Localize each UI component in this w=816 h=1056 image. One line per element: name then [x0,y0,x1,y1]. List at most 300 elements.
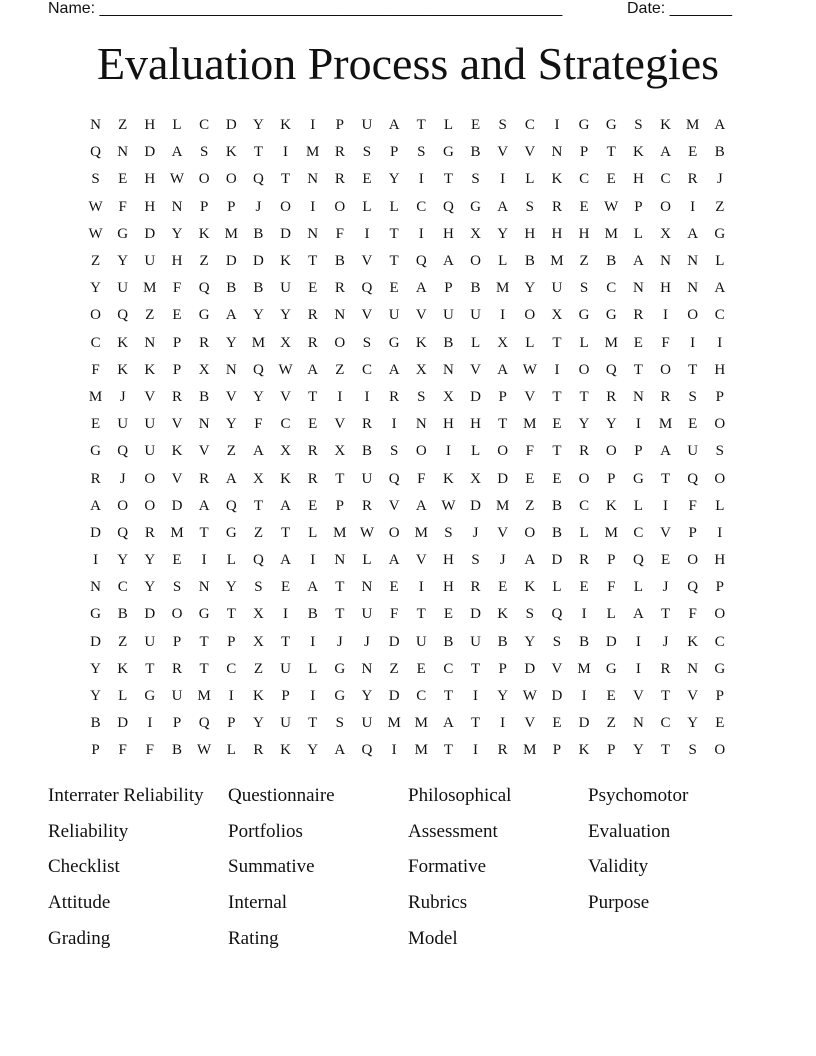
grid-letter: L [308,660,318,677]
grid-letter: I [310,552,316,569]
grid-letter: H [442,416,454,433]
grid-letter: P [579,144,589,161]
grid-letter: A [307,579,319,596]
grid-letter: N [171,198,183,215]
word-list-item: Evaluation [588,820,671,842]
grid-letter: Q [90,144,101,161]
grid-letter: A [198,497,210,514]
grid-letter: R [361,416,372,433]
grid-letter: C [524,117,535,134]
grid-letter: S [417,144,426,161]
grid-letter: I [391,416,397,433]
grid-letter: U [171,688,183,705]
grid-letter: N [687,253,699,270]
grid-letter: S [172,579,182,596]
grid-letter: P [199,198,209,215]
grid-letter: D [225,253,237,270]
grid-letter: T [416,606,426,623]
grid-letter: B [524,253,535,270]
grid-letter: M [523,742,537,759]
grid-letter: A [225,307,237,324]
grid-row [82,737,734,764]
grid-letter: E [389,579,399,596]
grid-letter: I [228,688,234,705]
grid-letter: A [497,361,509,378]
grid-letter: L [552,579,562,596]
grid-letter: O [388,524,400,541]
grid-letter: M [170,524,184,541]
grid-letter: T [389,253,399,270]
grid-letter: E [470,117,481,134]
grid-letter: F [172,280,182,297]
grid-letter: N [632,715,644,732]
grid-letter: B [253,280,264,297]
grid-letter: C [226,660,237,677]
grid-letter: R [660,660,671,677]
grid-letter: Y [578,416,590,433]
grid-letter: H [144,117,156,134]
grid-letter: Z [389,660,399,677]
grid-letter: M [414,524,428,541]
grid-letter: T [660,742,671,759]
grid-letter: L [226,742,236,759]
grid-letter: N [361,660,373,677]
grid-letter: E [688,144,698,161]
grid-letter: O [144,497,156,514]
grid-letter: I [418,579,424,596]
grid-letter: O [334,198,346,215]
grid-letter: G [470,198,481,215]
grid-letter: O [687,552,699,569]
grid-letter: I [473,688,479,705]
grid-letter: T [335,606,345,623]
grid-letter: M [658,416,673,433]
grid-letter: B [551,524,562,541]
word-list-item: Formative [408,856,487,878]
grid-letter: Y [388,171,400,188]
grid-letter: Z [335,361,345,378]
grid-letter: I [635,660,641,677]
grid-letter: U [280,660,291,677]
grid-letter: V [198,443,210,460]
grid-letter: H [442,579,454,596]
grid-letter: T [660,470,671,487]
grid-letter: E [308,497,318,514]
grid-letter: T [199,524,209,541]
grid-letter: I [283,606,289,623]
grid-letter: C [660,171,671,188]
grid-letter: I [337,388,343,405]
grid-letter: E [660,552,671,569]
grid-letter: N [632,388,644,405]
grid-row [82,166,734,193]
grid-letter: V [632,688,644,705]
grid-letter: P [172,715,182,732]
grid-row [82,683,734,710]
grid-letter: G [90,606,101,623]
grid-letter: P [281,688,290,705]
grid-row [82,574,734,601]
grid-letter: X [551,307,563,324]
grid-letter: G [334,660,346,677]
grid-letter: I [283,144,289,161]
grid-letter: Q [388,470,400,487]
grid-letter: S [525,606,534,623]
grid-letter: T [552,388,562,405]
grid-letter: P [715,579,724,596]
grid-letter: V [361,307,373,324]
grid-letter: H [171,253,183,270]
grid-letter: L [633,579,643,596]
grid-letter: F [118,198,127,215]
grid-letter: C [416,688,427,705]
grid-letter: J [716,171,723,188]
grid-row [82,710,734,737]
grid-letter: C [199,117,210,134]
grid-letter: K [117,361,129,378]
grid-letter: M [523,416,537,433]
grid-letter: Y [252,388,264,405]
grid-letter: M [496,497,510,514]
grid-letter: H [144,198,156,215]
grid-letter: V [334,416,346,433]
grid-letter: X [280,334,291,351]
grid-letter: V [144,388,156,405]
grid-letter: E [90,416,101,433]
grid-letter: T [253,144,263,161]
grid-letter: N [687,660,699,677]
grid-letter: W [604,198,619,215]
grid-letter: Z [253,524,263,541]
grid-letter: L [362,552,372,569]
grid-letter: P [634,443,643,460]
grid-letter: R [687,171,698,188]
grid-row [82,139,734,166]
grid-letter: N [198,416,210,433]
grid-letter: C [361,361,372,378]
grid-letter: L [633,225,643,242]
grid-letter: D [117,715,129,732]
grid-letter: L [389,198,399,215]
grid-letter: G [117,225,129,242]
grid-letter: T [335,579,345,596]
grid-letter: M [306,144,320,161]
grid-letter: N [144,334,156,351]
grid-letter: D [551,552,563,569]
grid-letter: R [307,470,318,487]
grid-letter: S [552,633,562,650]
grid-letter: I [663,497,669,514]
grid-letter: I [581,606,587,623]
grid-letter: K [225,144,237,161]
grid-letter: X [252,633,264,650]
grid-letter: N [90,117,101,134]
grid-row [82,629,734,656]
grid-letter: W [441,497,456,514]
grid-letter: R [334,144,345,161]
grid-letter: E [552,416,562,433]
grid-letter: Q [117,443,129,460]
grid-letter: S [254,579,263,596]
grid-letter: A [90,497,101,514]
grid-letter: K [144,361,156,378]
grid-letter: A [171,144,183,161]
grid-letter: R [579,443,590,460]
grid-letter: Q [252,171,264,188]
grid-letter: Q [605,361,617,378]
grid-letter: D [388,633,400,650]
grid-row [82,194,734,221]
grid-letter: I [581,688,587,705]
grid-letter: A [280,552,291,569]
grid-letter: S [471,552,480,569]
grid-letter: O [578,361,590,378]
grid-letter: V [524,144,536,161]
grid-letter: Y [687,715,699,732]
grid-letter: I [418,225,424,242]
grid-letter: Q [252,361,264,378]
grid-letter: Y [117,552,129,569]
grid-letter: X [280,443,291,460]
grid-letter: Q [117,524,129,541]
grid-letter: D [551,688,563,705]
grid-letter: A [388,117,400,134]
grid-letter: K [280,253,291,270]
grid-letter: X [442,388,454,405]
grid-letter: Y [171,225,183,242]
grid-letter: A [388,361,400,378]
grid-letter: Y [361,688,373,705]
grid-letter: N [361,579,373,596]
grid-letter: T [688,361,698,378]
grid-letter: Y [524,633,536,650]
grid-letter: Y [90,660,101,677]
grid-letter: L [172,117,182,134]
grid-letter: K [280,470,291,487]
grid-letter: U [117,280,129,297]
grid-letter: B [470,144,481,161]
grid-letter: R [606,388,617,405]
grid-letter: Q [117,307,129,324]
grid-letter: B [443,334,454,351]
grid-letter: R [199,334,210,351]
grid-letter: D [144,225,156,242]
grid-letter: B [334,253,345,270]
grid-letter: F [607,579,616,596]
grid-letter: Z [253,660,263,677]
grid-letter: V [415,552,427,569]
grid-letter: M [577,660,591,677]
grid-letter: Q [442,198,454,215]
grid-letter: P [444,280,453,297]
grid-letter: O [524,307,536,324]
grid-letter: Z [118,117,128,134]
grid-letter: O [714,416,726,433]
grid-letter: G [198,307,210,324]
grid-letter: G [578,117,590,134]
grid-letter: J [364,633,370,650]
grid-letter: J [499,552,506,569]
grid-letter: Q [687,579,699,596]
grid-letter: M [387,715,401,732]
grid-letter: S [715,443,724,460]
grid-letter: K [117,660,129,677]
grid-letter: K [280,117,291,134]
grid-letter: G [90,443,101,460]
grid-letter: B [226,280,237,297]
grid-letter: B [253,225,264,242]
grid-letter: H [714,552,726,569]
grid-letter: I [310,688,316,705]
grid-letter: D [605,633,617,650]
grid-letter: G [605,307,617,324]
grid-letter: N [90,579,101,596]
grid-letter: I [554,361,560,378]
grid-letter: L [606,606,616,623]
grid-letter: Q [687,470,699,487]
grid-letter: W [522,361,537,378]
grid-letter: B [171,742,182,759]
grid-letter: G [388,334,400,351]
grid-letter: I [93,552,99,569]
grid-letter: U [687,443,699,460]
grid-letter: P [498,388,507,405]
grid-letter: N [307,225,319,242]
grid-letter: D [470,497,481,514]
grid-letter: A [660,144,671,161]
grid-row [82,438,734,465]
grid-letter: K [578,742,590,759]
grid-letter: C [280,416,291,433]
worksheet-header [48,0,748,22]
grid-letter: T [660,606,671,623]
grid-letter: B [90,715,101,732]
grid-letter: I [147,715,153,732]
grid-letter: N [551,144,563,161]
grid-letter: D [578,715,590,732]
grid-letter: O [280,198,291,215]
grid-letter: Y [497,688,509,705]
grid-letter: E [552,470,562,487]
grid-letter: E [606,688,616,705]
grid-letter: U [361,470,373,487]
grid-letter: K [551,171,563,188]
grid-letter: T [280,171,291,188]
grid-letter: T [280,633,291,650]
grid-letter: M [604,225,618,242]
grid-letter: O [714,470,726,487]
grid-letter: P [552,742,562,759]
grid-letter: Q [361,742,373,759]
grid-letter: O [144,470,156,487]
grid-letter: Z [199,253,209,270]
grid-letter: U [388,307,400,324]
grid-letter: I [445,443,451,460]
grid-letter: U [144,253,156,270]
word-row [48,885,768,921]
grid-letter: O [334,334,346,351]
grid-letter: E [308,416,318,433]
grid-letter: E [118,171,128,188]
grid-letter: U [280,715,291,732]
grid-letter: P [634,198,643,215]
grid-letter: C [579,171,590,188]
grid-letter: N [660,253,671,270]
grid-letter: E [280,579,291,596]
grid-letter: Y [225,579,237,596]
grid-letter: K [687,633,699,650]
grid-letter: E [443,606,453,623]
grid-letter: R [470,579,481,596]
grid-letter: P [688,524,697,541]
grid-letter: N [415,416,427,433]
grid-letter: T [552,334,562,351]
grid-letter: C [606,280,617,297]
grid-letter: R [334,280,345,297]
grid-letter: I [717,334,723,351]
letter-grid [82,112,734,765]
grid-letter: Q [361,280,373,297]
grid-letter: B [117,606,128,623]
grid-letter: V [551,660,563,677]
grid-letter: V [470,361,481,378]
grid-letter: Q [632,552,644,569]
grid-letter: H [714,361,726,378]
grid-letter: X [334,443,346,460]
grid-letter: P [227,715,236,732]
grid-letter: F [661,334,670,351]
grid-letter: K [442,470,454,487]
grid-letter: G [442,144,454,161]
grid-letter: L [470,443,481,460]
grid-letter: M [88,388,103,405]
grid-letter: K [660,117,671,134]
grid-row [82,601,734,628]
grid-letter: G [605,117,617,134]
grid-letter: T [253,497,263,514]
grid-letter: U [144,633,156,650]
grid-letter: T [308,253,318,270]
grid-letter: C [714,307,725,324]
grid-letter: U [470,633,481,650]
grid-row [82,112,734,139]
word-list-item: Summative [228,856,315,878]
grid-letter: D [470,388,481,405]
grid-letter: M [685,117,700,134]
grid-letter: F [91,361,100,378]
grid-letter: F [254,416,263,433]
grid-letter: T [226,606,236,623]
grid-letter: T [335,470,345,487]
grid-letter: H [632,171,644,188]
grid-letter: O [198,171,210,188]
grid-letter: C [117,579,128,596]
grid-letter: H [578,225,590,242]
grid-letter: S [634,117,643,134]
word-list-item: Purpose [588,892,650,914]
grid-letter: A [252,443,264,460]
grid-letter: D [497,470,509,487]
grid-letter: Y [144,579,156,596]
grid-letter: F [688,606,697,623]
grid-letter: H [470,416,481,433]
grid-letter: Z [145,307,155,324]
grid-letter: O [578,470,590,487]
grid-letter: P [227,633,236,650]
grid-letter: Z [715,198,725,215]
grid-letter: F [688,497,697,514]
grid-letter: U [551,280,563,297]
